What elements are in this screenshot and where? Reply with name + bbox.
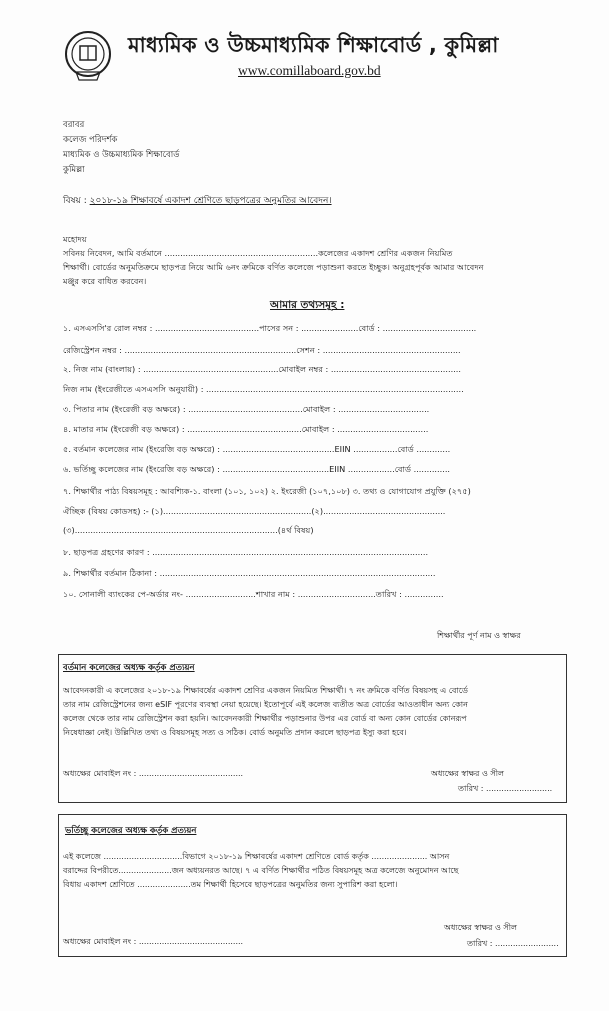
- subject-line: [63, 193, 332, 208]
- info-item-ssc-roll[interactable]: ১. এসএসসি'র রোল নম্বর : ........................................পাসের সন : ......................বোর্ড : ....................................: [63, 323, 477, 333]
- info-section-heading: আমার তথ্যসমূহ :: [270, 299, 345, 311]
- current-principal-title: বর্তমান কলেজের অধ্যক্ষ কর্তৃক প্রত্যয়ন: [63, 663, 195, 673]
- info-item-current-college[interactable]: ৫. বর্তমান কলেজের নাম (ইংরেজি বড় অক্ষরে) : ...........................................EIIN .................বোর্ড .............: [63, 444, 451, 454]
- letter-line-3: মঞ্জুর করে বাধিত করবেন।: [63, 276, 147, 286]
- salutation: মহোদয়: [63, 234, 87, 244]
- target-principal-box: [58, 814, 567, 957]
- box2-line-2[interactable]: বরাদ্দের বিপরীতে.....................জন অধ্যয়নরত আছে। ৭ এ বর্ণিত শিক্ষার্থীর পঠিত বিষয়সমূহ অত্র কলেজে অনুমোদন আছে: [63, 866, 459, 875]
- target-principal-title: ভর্তিচ্ছু কলেজের অধ্যক্ষ কর্তৃক প্রত্যয়ন: [65, 826, 197, 836]
- box1-line-4: নিষেধাজ্ঞা নেই। উল্লিখিত তথ্য ও বিষয়সমূহ সত্য ও সঠিক। বোর্ড অনুমতি প্রদান করলে ছাড়পত্র ইস্যু করা হবে।: [63, 728, 407, 737]
- address-office: মাধ্যমিক ও উচ্চমাধ্যমিক শিক্ষাবোর্ড: [63, 150, 180, 160]
- box2-signature-label: অধ্যক্ষের স্বাক্ষর ও সীল: [444, 923, 517, 932]
- box1-signature-label: অধ্যক্ষের স্বাক্ষর ও সীল: [431, 769, 504, 778]
- info-item-subjects: ৭. শিক্ষার্থীর পাঠ্য বিষয়সমূহ : আবশ্যিক-১. বাংলা (১০১, ১০২) ২. ইংরেজী (১০৭,১০৮) ৩. তথ্য ও যোগাযোগ প্রযুক্তি (২৭৫): [63, 486, 471, 496]
- box1-line-2: তার নাম রেজিস্ট্রেশনের জন্য eSIF পূরণের ব্যবস্থা নেয়া হয়েছে। ইতোপূর্বে এই কলেজ ব্যতীত অত্র বোর্ডের আওতাধীন অন্য কোন: [63, 700, 468, 709]
- box1-mobile-field[interactable]: অধ্যক্ষের মোবাইল নং : .........................................: [63, 769, 244, 778]
- info-item-registration[interactable]: রেজিস্ট্রেশন নম্বর : ..................................................................সেশন : .....................................................: [63, 345, 461, 355]
- address-to: বরাবর: [63, 120, 85, 130]
- box2-mobile-field[interactable]: অধ্যক্ষের মোবাইল নং : .........................................: [63, 937, 244, 946]
- address-city: কুমিল্লা: [63, 165, 85, 175]
- box1-line-3: কলেজ থেকে তার নাম রেজিস্ট্রেশন করা হয়নি। আবেদনকারী শিক্ষার্থীর পড়াশুনার উপর এর বোর্ড বা অন্য কোন বোর্ডের কোনরূপ: [63, 714, 467, 723]
- board-logo: [63, 28, 113, 84]
- info-item-optional-subjects[interactable]: ঐচ্ছিক (বিষয় কোডসহ) :- (১).........................................................(২)...............................................: [63, 506, 446, 516]
- info-item-mother-name[interactable]: ৪. মাতার নাম (ইংরেজী বড় অক্ষরে) : ............................................মোবাইল : ...................................: [63, 424, 429, 434]
- student-signature-label: শিক্ষার্থীর পূর্ণ নাম ও স্বাক্ষর: [437, 631, 521, 640]
- address-recipient: কলেজ পরিদর্শক: [63, 135, 118, 145]
- letter-line-1: সবিনয় নিবেদন, আমি বর্তমানে ...........................................................কলেজের একাদশ শ্রেণির একজন নিয়মিত: [63, 248, 453, 258]
- info-item-pay-order[interactable]: ১০. সোনালী ব্যাংকের পে-অর্ডার নং- ...........................শাখার নাম : ..............................তারিখ : ...............: [63, 589, 444, 599]
- info-item-name-english[interactable]: নিজ নাম (ইংরেজীতে এসএসসি অনুযায়ী) : ...................................................................................................: [63, 384, 464, 394]
- box2-line-3[interactable]: বিধায় একাদশ শ্রেণিতে .....................তম শিক্ষার্থী হিসেবে ছাড়পত্রের অনুমতির জন্য সুপারিশ করা হলো।: [63, 880, 398, 889]
- info-item-optional-subjects-2[interactable]: (৩)..............................................................................(৪র্থ বিষয়): [63, 525, 314, 535]
- info-item-father-name[interactable]: ৩. পিতার নাম (ইংরেজী বড় অক্ষরে) : ............................................মোবাইল : ...................................: [63, 404, 430, 414]
- info-item-address[interactable]: ৯. শিক্ষার্থীর বর্তমান ঠিকানা : ..........................................................................................................: [63, 568, 436, 578]
- website-link[interactable]: www.comillaboard.gov.bd: [238, 63, 381, 78]
- box1-date-field[interactable]: তারিখ : ..........................: [458, 784, 553, 793]
- box1-line-1: আবেদনকারী এ কলেজের ২০১৮-১৯ শিক্ষাবর্ষের একাদশ শ্রেণির একজন নিয়মিত শিক্ষার্থী। ৭ নং ক্রমিকে বর্ণিত বিষয়সহ এ বোর্ডে: [63, 686, 468, 695]
- info-item-reason[interactable]: ৮. ছাড়পত্র গ্রহণের কারণ : ..........................................................................................................: [63, 547, 429, 557]
- info-item-target-college[interactable]: ৬. ভর্তিচ্ছু কলেজের নাম (ইংরেজি বড় অক্ষরে) : .........................................EIIN ..................বোর্ড ..............: [63, 464, 451, 474]
- letter-line-2: শিক্ষার্থী। বোর্ডের অনুমতিক্রমে ছাড়পত্র নিয়ে আমি ৬নং ক্রমিকে বর্ণিত কলেজে পড়াশুনা করতে ইচ্ছুক। অনুগ্রহপূর্বক আমার আবেদন: [63, 262, 484, 272]
- current-principal-box: [58, 654, 567, 803]
- subject-text: ২০১৮-১৯ শিক্ষাবর্ষে একাদশ শ্রেণিতে ছাড়পত্রের অনুমতির আবেদন।: [89, 196, 332, 206]
- board-title: মাধ্যমিক ও উচ্চমাধ্যমিক শিক্ষাবোর্ড , কুমিল্লা: [128, 33, 499, 57]
- info-item-name-bangla[interactable]: ২. নিজ নাম (বাংলায়) : ....................................................মোবাইল নম্বর : ..................................................: [63, 364, 461, 374]
- box2-date-field[interactable]: তারিখ : .........................: [467, 939, 559, 948]
- box2-line-1[interactable]: এই কলেজে ...............................বিভাগে ২০১৮-১৯ শিক্ষাবর্ষের একাদশ শ্রেণিতে বোর্ড কর্তৃক ...................... আসন: [63, 852, 450, 861]
- subject-label: বিষয় :: [63, 196, 87, 206]
